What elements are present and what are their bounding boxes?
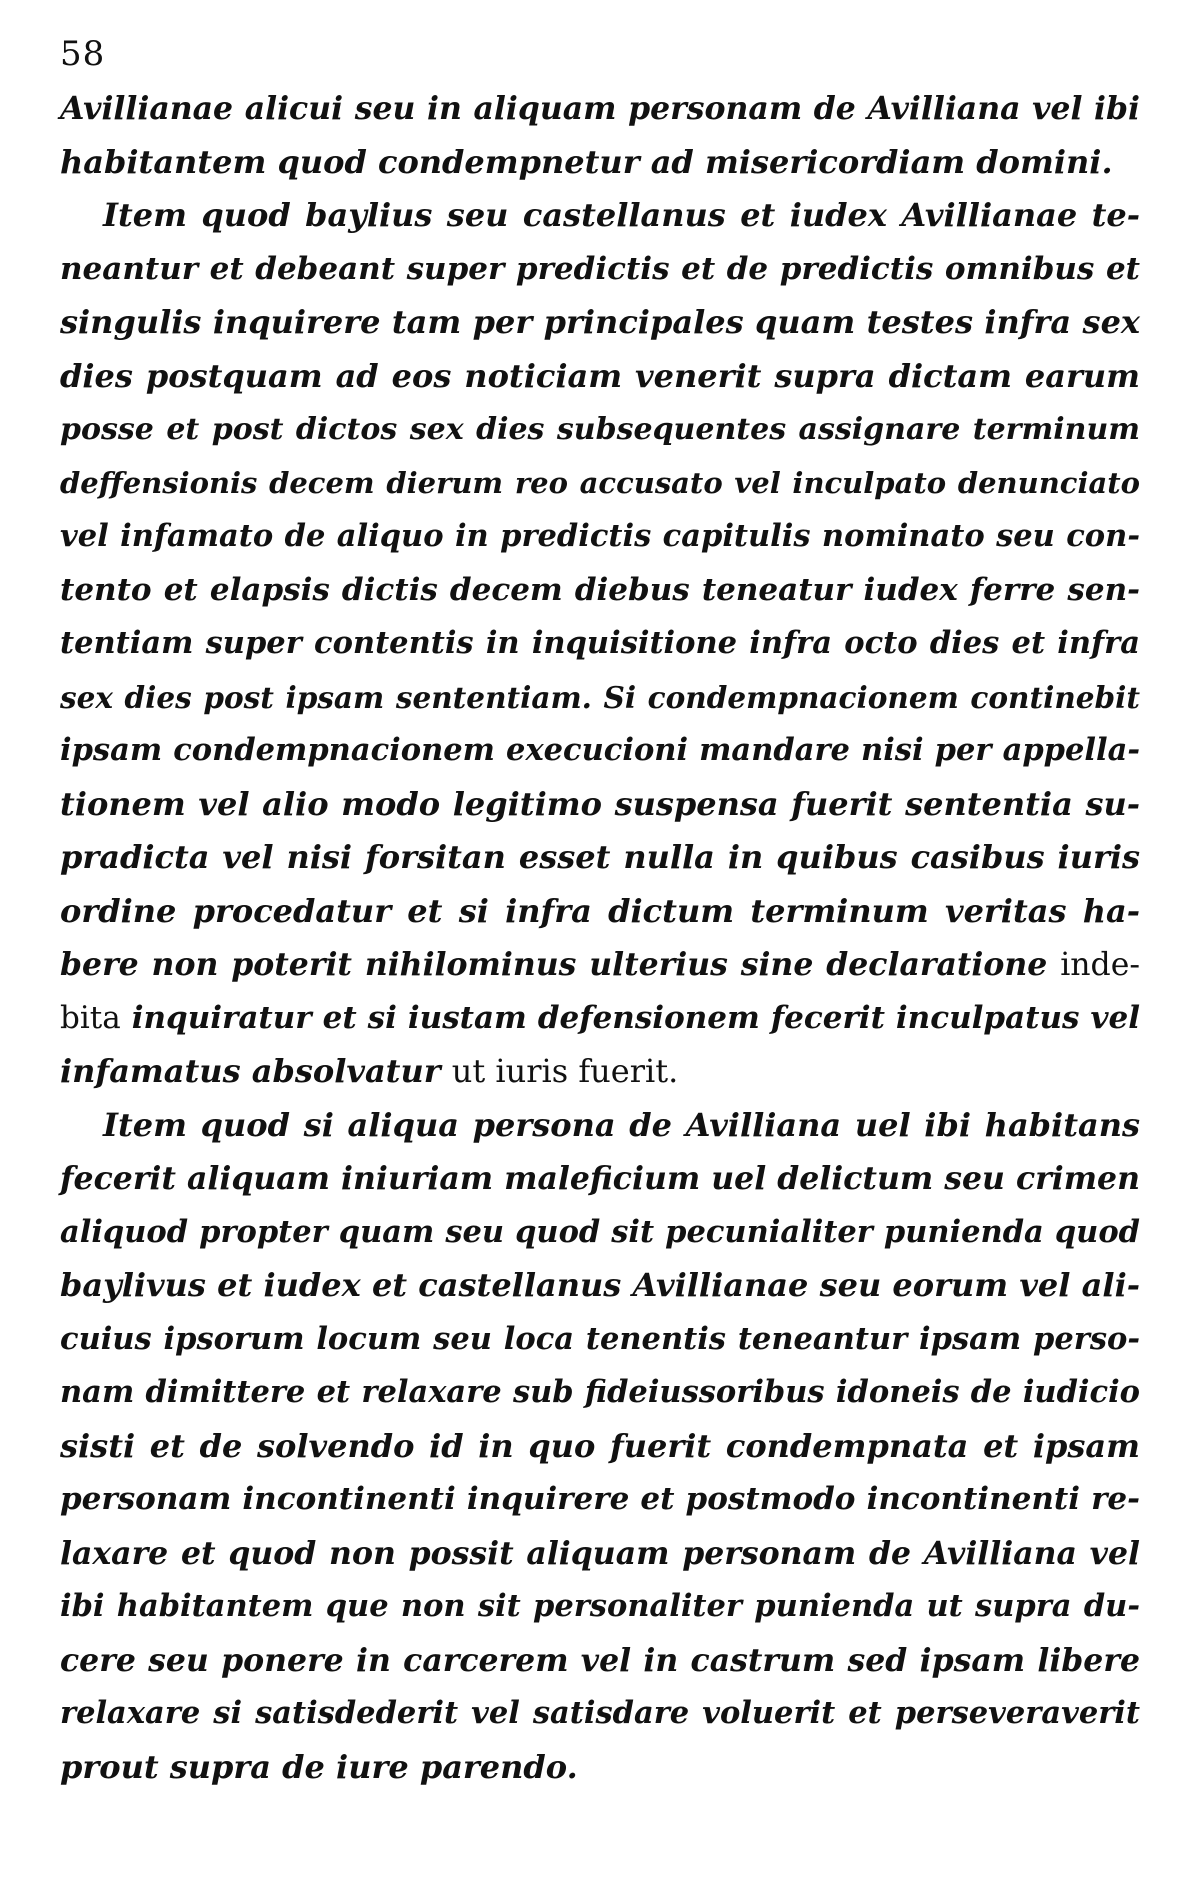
body-text <box>60 82 1140 1794</box>
text-line: habitantem quod condempnetur ad misericordiam domini. <box>60 142 1113 181</box>
text-line: bita inquiratur et si iustam defensionem fecerit inculpatus vel <box>60 999 1140 1036</box>
text-line: sex dies post ipsam sententiam. Si condempnacionem continebit <box>60 679 1140 715</box>
text-line: tionem vel alio modo legitimo suspensa fuerit sententia su- <box>60 784 1140 823</box>
text-line: cuius ipsorum locum seu loca tenentis teneantur ipsam perso- <box>60 1320 1140 1357</box>
text-line: neantur et debeant super predictis et de predictis omnibus et <box>60 250 1140 287</box>
text-line: vel infamato de aliquo in predictis capitulis nominato seu con- <box>60 518 1140 554</box>
text-line: fecerit aliquam iniuriam maleficium uel delictum seu crimen <box>60 1160 1140 1197</box>
text-line: tentiam super contentis in inquisitione infra octo dies et infra <box>60 625 1140 661</box>
text-line: Item quod si aliqua persona de Avilliana uel ibi habitans <box>103 1105 1140 1144</box>
text-line: bere non poterit nihilominus ulterius sine declaratione inde- <box>60 946 1140 983</box>
text-line: ordine procedatur et si infra dictum terminum veritas ha- <box>60 891 1140 930</box>
text-line: Avillianae alicui seu in aliquam personam de Avilliana vel ibi <box>60 90 1140 127</box>
text-line: tento et elapsis dictis decem diebus teneatur iudex ferre sen- <box>60 571 1140 608</box>
text-line: ibi habitantem que non sit personaliter punienda ut supra du- <box>60 1588 1140 1624</box>
text-line: posse et post dictos sex dies subsequentes assignare terminum <box>60 412 1140 447</box>
text-line: ipsam condempnacionem execucioni mandare nisi per appella- <box>60 732 1140 768</box>
text-line: baylivus et iudex et castellanus Avillianae seu eorum vel ali- <box>60 1266 1140 1304</box>
text-line: prout supra de iure parendo. <box>60 1747 578 1786</box>
text-line: laxare et quod non possit aliquam personam de Avilliana vel <box>60 1534 1140 1572</box>
text-line: Item quod baylius seu castellanus et iudex Avillianae te- <box>103 196 1140 234</box>
text-line: singulis inquirere tam per principales quam testes infra sex <box>60 303 1140 341</box>
text-line: nam dimittere et relaxare sub fideiussoribus idoneis de iudicio <box>60 1374 1140 1410</box>
text-line: deffensionis decem dierum reo accusato vel inculpato denunciato <box>60 465 1140 500</box>
text-line: pradicta vel nisi forsitan esset nulla in quibus casibus iuris <box>60 838 1140 876</box>
text-line: infamatus absolvatur ut iuris fuerit. <box>60 1052 679 1090</box>
page-number: 58 <box>60 34 106 74</box>
text-line: relaxare si satisdederit vel satisdare voluerit et perseveraverit <box>60 1695 1140 1731</box>
text-line: dies postquam ad eos noticiam venerit supra dictam earum <box>60 356 1140 395</box>
text-line: cere seu ponere in carcerem vel in castrum sed ipsam libere <box>60 1641 1140 1679</box>
text-line: aliquod propter quam seu quod sit pecunialiter punienda quod <box>60 1213 1140 1250</box>
document-page <box>60 34 1140 1794</box>
text-line: sisti et de solvendo id in quo fuerit condempnata et ipsam <box>60 1426 1140 1465</box>
text-line: personam incontinenti inquirere et postmodo incontinenti re- <box>60 1481 1140 1517</box>
